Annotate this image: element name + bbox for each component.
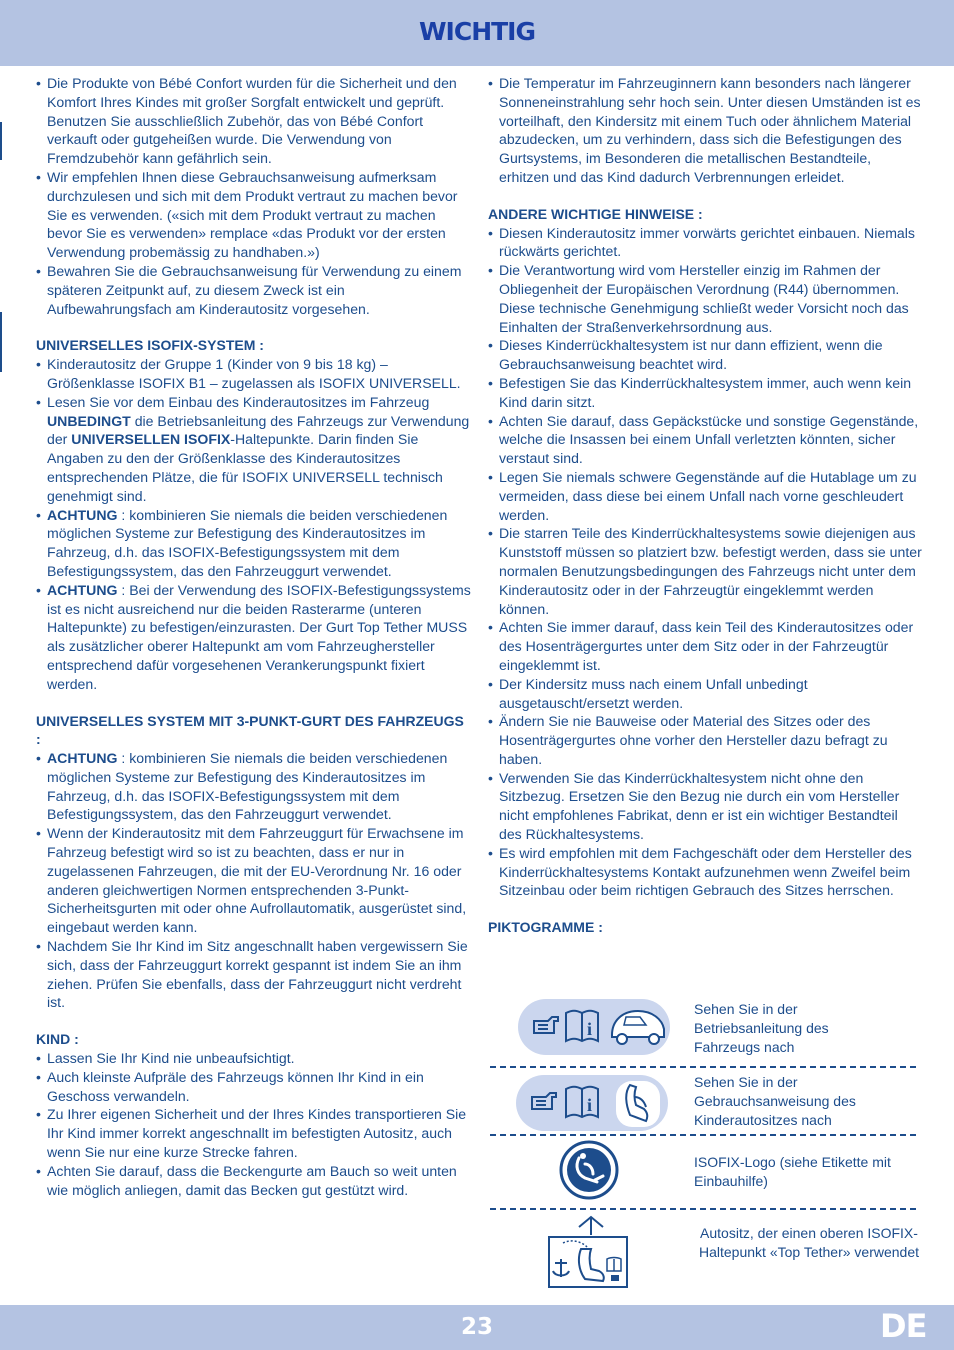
list-item bbox=[36, 749, 472, 824]
seat-manual-icon bbox=[516, 1075, 668, 1131]
list-item: • Legen Sie niemals schwere Gegenstände auf die Hutablage um zu vermeiden, dass diese bei einem Unfall nach vorne geschleudert werden. bbox=[488, 468, 924, 524]
isofix-logo-icon bbox=[559, 1140, 619, 1200]
svg-text:i: i bbox=[587, 1095, 593, 1115]
list-item: • Die starren Teile des Kinderrückhaltesystems sowie diejenigen aus Kunststoff müssen so platziert bzw. befestigt werden, dass sie unter normalen Benutzungsbedingungen des Fahrzeugs nicht unter dem Kinderautositz oder in der Fahrzeugtür eingeklemmt werden können. bbox=[488, 524, 924, 618]
belt-list bbox=[36, 749, 472, 1012]
text-run: die Betriebsanleitung des Fahrzeugs zur Verwendung der bbox=[47, 412, 470, 448]
temperature-list bbox=[488, 74, 924, 187]
kind-list bbox=[36, 1049, 472, 1199]
language-code: DE bbox=[880, 1307, 927, 1345]
text-run: Lesen Sie vor dem Einbau des Kinderautositzes im Fahrzeug bbox=[47, 393, 430, 410]
svg-text:i: i bbox=[587, 1019, 593, 1039]
pictogram-caption: Sehen Sie in der Gebrauchsanweisung des Kinderautositzes nach bbox=[694, 1074, 856, 1128]
text-run: -Haltepunkte. Darin finden Sie Angaben zu den der Größenklasse des Kinderautositzes entsprechenden Plätze, die für ISOFIX UNIVERSELL technisch genehmigt sind. bbox=[47, 431, 443, 504]
right-column bbox=[488, 74, 924, 937]
warning-label: ACHTUNG bbox=[47, 750, 118, 767]
list-item: • Die Produkte von Bébé Confort wurden für die Sicherheit und den Komfort Ihres Kindes mit großer Sorgfalt entwickelt und geprüft. Benutzen Sie ausschließlich Zubehör, das von Bébé Confort verkauft oder gutgeheißen wurde. Die Verwendung von Fremdzubehör kann gefährlich sein. bbox=[36, 74, 472, 168]
page-title: WICHTIG bbox=[418, 17, 536, 46]
section-heading-isofix: UNIVERSELLES ISOFIX-SYSTEM : bbox=[36, 337, 264, 354]
warning-label: ACHTUNG bbox=[47, 506, 118, 523]
list-item bbox=[36, 506, 472, 581]
list-item: • Lassen Sie Ihr Kind nie unbeaufsichtigt. bbox=[36, 1049, 472, 1068]
list-item: • Die Temperatur im Fahrzeuginnern kann besonders nach längerer Sonneneinstrahlung sehr hoch sein. Unter diesen Umständen ist es vorteilhaft, den Kindersitz mit einem Tuch oder ähnlichem Material abzudecken, um zu verhindern, dass sich die Befestigungen des Gurtsystems, im Besonderen die metallischen Bestandteile, erhitzen und das Kind dadurch Verbrennungen erleidet. bbox=[488, 74, 924, 187]
left-column bbox=[36, 74, 472, 1199]
list-item: • Achten Sie immer darauf, dass kein Teil des Kinderautositzes oder des Hosenträgergurtes unter dem Sitz oder in der Fahrzeugtür eingeklemmt ist. bbox=[488, 618, 924, 674]
section-heading-pictograms: PIKTOGRAMME : bbox=[488, 919, 603, 936]
emphasis: UNBEDINGT bbox=[47, 412, 131, 429]
pictogram-caption: Sehen Sie in der Betriebsanleitung des Fahrzeugs nach bbox=[694, 1001, 829, 1055]
list-item: • Kinderautositz der Gruppe 1 (Kinder von 9 bis 18 kg) – Größenklasse ISOFIX B1 – zugelassen als ISOFIX UNIVERSELL. bbox=[36, 355, 472, 393]
other-list bbox=[488, 224, 924, 901]
isofix-list bbox=[36, 355, 472, 693]
pictogram-caption: ISOFIX-Logo (siehe Etikette mit Einbauhilfe) bbox=[694, 1154, 891, 1189]
section-heading-kind: KIND : bbox=[36, 1031, 79, 1048]
list-item: • Wir empfehlen Ihnen diese Gebrauchsanweisung aufmerksam durchzulesen und sich mit dem Produkt vertraut zu machen bevor Sie es verwenden. («sich mit dem Produkt vertraut zu machen bevor Sie es verwenden» remplace «das Produkt vor der ersten Verwendung probemässig zu handhaben.») bbox=[36, 168, 472, 262]
top-tether-icon bbox=[547, 1213, 631, 1289]
section-heading-other: ANDERE WICHTIGE HINWEISE : bbox=[488, 205, 703, 222]
list-item: • Es wird empfohlen mit dem Fachgeschäft oder dem Hersteller des Kinderrückhaltesystems Kontakt aufzunehmen wenn Zweifel beim Sitzeinbau oder beim richtigen Gebrauch des Sitzes herrschen. bbox=[488, 844, 924, 900]
list-item: • Befestigen Sie das Kinderrückhaltesystem immer, auch wenn kein Kind darin sitzt. bbox=[488, 374, 924, 412]
list-item bbox=[36, 581, 472, 694]
page-number: 23 bbox=[460, 1314, 493, 1340]
list-item: • Verwenden Sie das Kinderrückhaltesystem nicht ohne den Sitzbezug. Ersetzen Sie den Bezug nie durch ein vom Hersteller nicht empfohlenes Fabrikat, denn er ist ein wichtiger Bestandteil des Rückhaltesystems. bbox=[488, 769, 924, 844]
text-run: : kombinieren Sie niemals die beiden verschiedenen möglichen Systeme zur Befestigung des Kinderautositzes im Fahrzeug, d.h. das ISOFIX-Befestigungssystem mit dem Befestigungssystem, das den Fahrzeuggurt verwendet. bbox=[47, 506, 448, 579]
vehicle-manual-icon bbox=[518, 999, 670, 1055]
pictogram-caption: Autositz, der einen oberen ISOFIX-Haltepunkt «Top Tether» verwendet bbox=[699, 1225, 919, 1260]
text-run: : kombinieren Sie niemals die beiden verschiedenen möglichen Systeme zur Befestigung des Kinderautositzes im Fahrzeug, d.h. das ISOFIX-Befestigungssystem mit dem Befestigungssystem, das den Fahrzeuggurt verwendet. bbox=[47, 750, 448, 823]
emphasis: UNIVERSELLEN ISOFIX bbox=[71, 431, 231, 448]
margin-mark bbox=[0, 122, 2, 160]
list-item: • Wenn der Kinderautositz mit dem Fahrzeuggurt für Erwachsene im Fahrzeug befestigt wird so ist zu beachten, dass er nur in zugelassenen Fahrzeugen, die mit der EU-Verordnung Nr. 16 oder anderen gleichwertigen Normen entsprechenden 3-Punkt-Sicherheitsgurten mit oder ohne Aufrollautomatik, ausgerüstet sind, eingebaut werden kann. bbox=[36, 824, 472, 937]
text-run: : Bei der Verwendung des ISOFIX-Befestigungssystems ist es nicht ausreichend nur die beiden Rasterarme (unteren Haltepunkte) zu befestigen/einzurasten. Der Gurt Top Tether MUSS als zusätzlicher oberer Haltepunkt am vom Fahrzeughersteller entsprechend dafür vorgesehenen Verankerungspunkt fixiert werden. bbox=[47, 581, 471, 692]
list-item: • Zu Ihrer eigenen Sicherheit und der Ihres Kindes transportieren Sie Ihr Kind immer korrekt angeschnallt im befestigten Autositz, auch wenn Sie nur eine kurze Strecke fahren. bbox=[36, 1105, 472, 1161]
warning-label: ACHTUNG bbox=[47, 581, 118, 598]
list-item: • Der Kindersitz muss nach einem Unfall unbedingt ausgetauscht/ersetzt werden. bbox=[488, 675, 924, 713]
list-item: • Auch kleinste Aufpräle des Fahrzeugs können Ihr Kind in ein Geschoss verwandeln. bbox=[36, 1068, 472, 1106]
divider bbox=[490, 1066, 916, 1068]
list-item: • Bewahren Sie die Gebrauchsanweisung für Verwendung zu einem späteren Zeitpunkt auf, zu diesem Zweck ist ein Aufbewahrungsfach am Kinderautositz vorgesehen. bbox=[36, 262, 472, 318]
section-heading-belt: UNIVERSELLES SYSTEM MIT 3-PUNKT-GURT DES FAHRZEUGS : bbox=[36, 712, 464, 748]
margin-mark bbox=[0, 312, 2, 372]
list-item: • Diesen Kinderautositz immer vorwärts gerichtet einbauen. Niemals rückwärts gerichtet. bbox=[488, 224, 924, 262]
list-item: • Ändern Sie nie Bauweise oder Material des Sitzes oder des Hosenträgergurtes ohne vorher den Hersteller dazu befragt zu haben. bbox=[488, 712, 924, 768]
list-item: • Die Verantwortung wird vom Hersteller einzig im Rahmen der Obliegenheit der Europäischen Verordnung (R44) übernommen. Diese technische Genehmigung schließt weder Vorsicht noch das Einhalten der Straßenverkehrsordnung aus. bbox=[488, 261, 924, 336]
list-item: • Achten Sie darauf, dass die Beckengurte am Bauch so weit unten wie möglich anliegen, damit das Becken gut gestützt wird. bbox=[36, 1162, 472, 1200]
list-item bbox=[36, 393, 472, 506]
list-item: • Achten Sie darauf, dass Gepäckstücke und sonstige Gegenstände, welche die Insassen bei einem Unfall verletzten könnten, sicher verstaut sind. bbox=[488, 412, 924, 468]
list-item: • Nachdem Sie Ihr Kind im Sitz angeschnallt haben vergewissern Sie sich, dass der Fahrzeuggurt korrekt gespannt ist indem Sie an ihm ziehen. Prüfen Sie ebenfalls, dass der Fahrzeuggurt nicht verdreht ist. bbox=[36, 937, 472, 1012]
list-item: • Dieses Kinderrückhaltesystem ist nur dann effizient, wenn die Gebrauchsanweisung beachtet wird. bbox=[488, 336, 924, 374]
divider bbox=[490, 1208, 916, 1210]
intro-list bbox=[36, 74, 472, 318]
divider bbox=[490, 1134, 916, 1136]
